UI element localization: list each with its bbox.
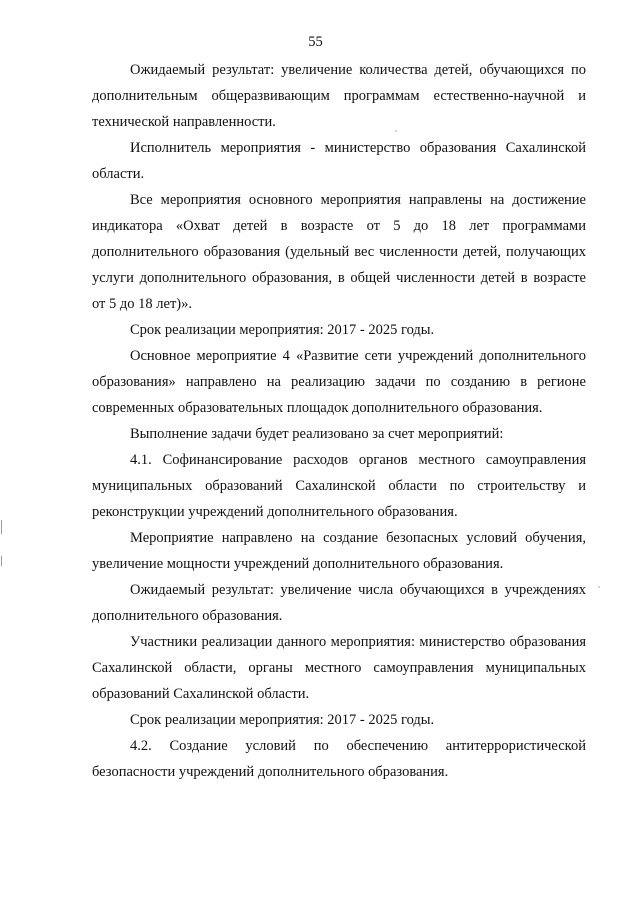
paragraph-expected-result-students: Ожидаемый результат: увеличение числа обучающихся в учреждениях дополнительного образования. xyxy=(92,582,586,624)
scan-margin-mark xyxy=(1,520,2,534)
scan-margin-mark xyxy=(1,556,2,566)
paragraph-participants: Участники реализации данного мероприятия: министерство образования Сахалинской области, органы местного самоуправления муниципальных образований Сахалинской области. xyxy=(92,634,586,702)
paragraph-indicator: Все мероприятия основного мероприятия направлены на достижение индикатора «Охват детей в возрасте от 5 до 18 лет программами дополнительного образования (удельный вес численности детей, получающих услуги дополнительного образования, в общей численности детей в возрасте от 5 до 18 лет)». xyxy=(92,192,586,312)
paragraph-activity-4-1: 4.1. Софинансирование расходов органов местного самоуправления муниципальных образований Сахалинской области по строительству и реконструкции учреждений дополнительного образования. xyxy=(92,452,586,520)
paragraph-activity-purpose: Мероприятие направлено на создание безопасных условий обучения, увеличение мощности учреждений дополнительного образования. xyxy=(92,530,586,572)
document-body xyxy=(92,57,586,785)
paragraph-activity-4-2: 4.2. Создание условий по обеспечению антитеррористической безопасности учреждений дополнительного образования. xyxy=(92,738,586,780)
scan-speck xyxy=(598,586,600,588)
paragraph-implementation-period-2: Срок реализации мероприятия: 2017 - 2025 годы. xyxy=(130,712,435,728)
page-number: 55 xyxy=(308,34,323,50)
paragraph-expected-result-children: Ожидаемый результат: увеличение количества детей, обучающихся по дополнительным общеразвивающим программам естественно-научной и технической направленности. xyxy=(92,62,586,130)
paragraph-executor: Исполнитель мероприятия - министерство образования Сахалинской области. xyxy=(92,140,586,182)
paragraph-main-activity-4: Основное мероприятие 4 «Развитие сети учреждений дополнительного образования» направлено на реализацию задачи по созданию в регионе современных образовательных площадок дополнительного образования. xyxy=(92,348,586,416)
paragraph-task-implementation: Выполнение задачи будет реализовано за счет мероприятий: xyxy=(130,426,504,442)
paragraph-implementation-period: Срок реализации мероприятия: 2017 - 2025 годы. xyxy=(130,322,435,338)
scan-speck xyxy=(395,130,397,132)
